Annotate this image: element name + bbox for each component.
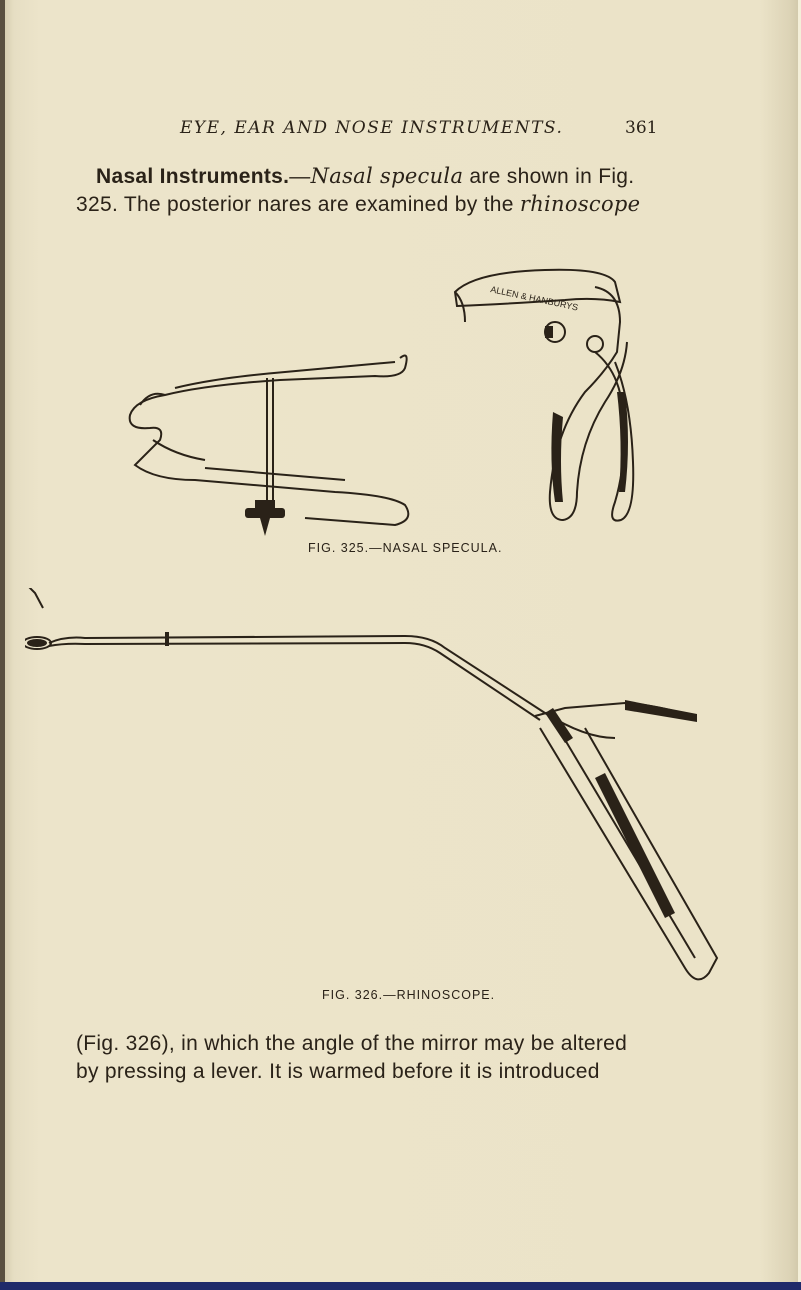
em-dash: — — [289, 165, 311, 188]
nasal-speculum-wire-illustration — [105, 340, 425, 540]
page-binding-edge — [0, 0, 5, 1290]
italic-term-rhinoscope: rhinoscope — [519, 192, 641, 216]
paragraph-text: 325. The posterior nares are examined by the — [76, 193, 520, 216]
bottom-edge-band — [0, 1282, 801, 1290]
nasal-speculum-hinged-illustration — [445, 262, 645, 532]
paragraph-bottom-line-1: (Fig. 326), in which the angle of the mirror may be altered — [76, 1032, 628, 1055]
running-head: EYE, EAR AND NOSE INSTRUMENTS. — [180, 118, 564, 138]
engraving-maker-mark: ALLEN & HANBURYS — [489, 284, 580, 313]
figure-325-caption: FIG. 325.—NASAL SPECULA. — [308, 541, 503, 555]
paragraph-top-line-2 — [76, 192, 640, 217]
paragraph-bottom-line-2: by pressing a lever. It is warmed before it is introduced — [76, 1060, 600, 1083]
section-heading: Nasal Instruments. — [96, 165, 290, 188]
rhinoscope-illustration — [25, 588, 725, 988]
italic-term-nasal-specula: Nasal specula — [310, 164, 464, 188]
page-number: 361 — [625, 118, 658, 138]
paragraph-text: are shown in Fig. — [463, 165, 635, 188]
paragraph-top-line-1 — [96, 164, 634, 189]
figure-326-caption: FIG. 326.—RHINOSCOPE. — [322, 988, 496, 1002]
